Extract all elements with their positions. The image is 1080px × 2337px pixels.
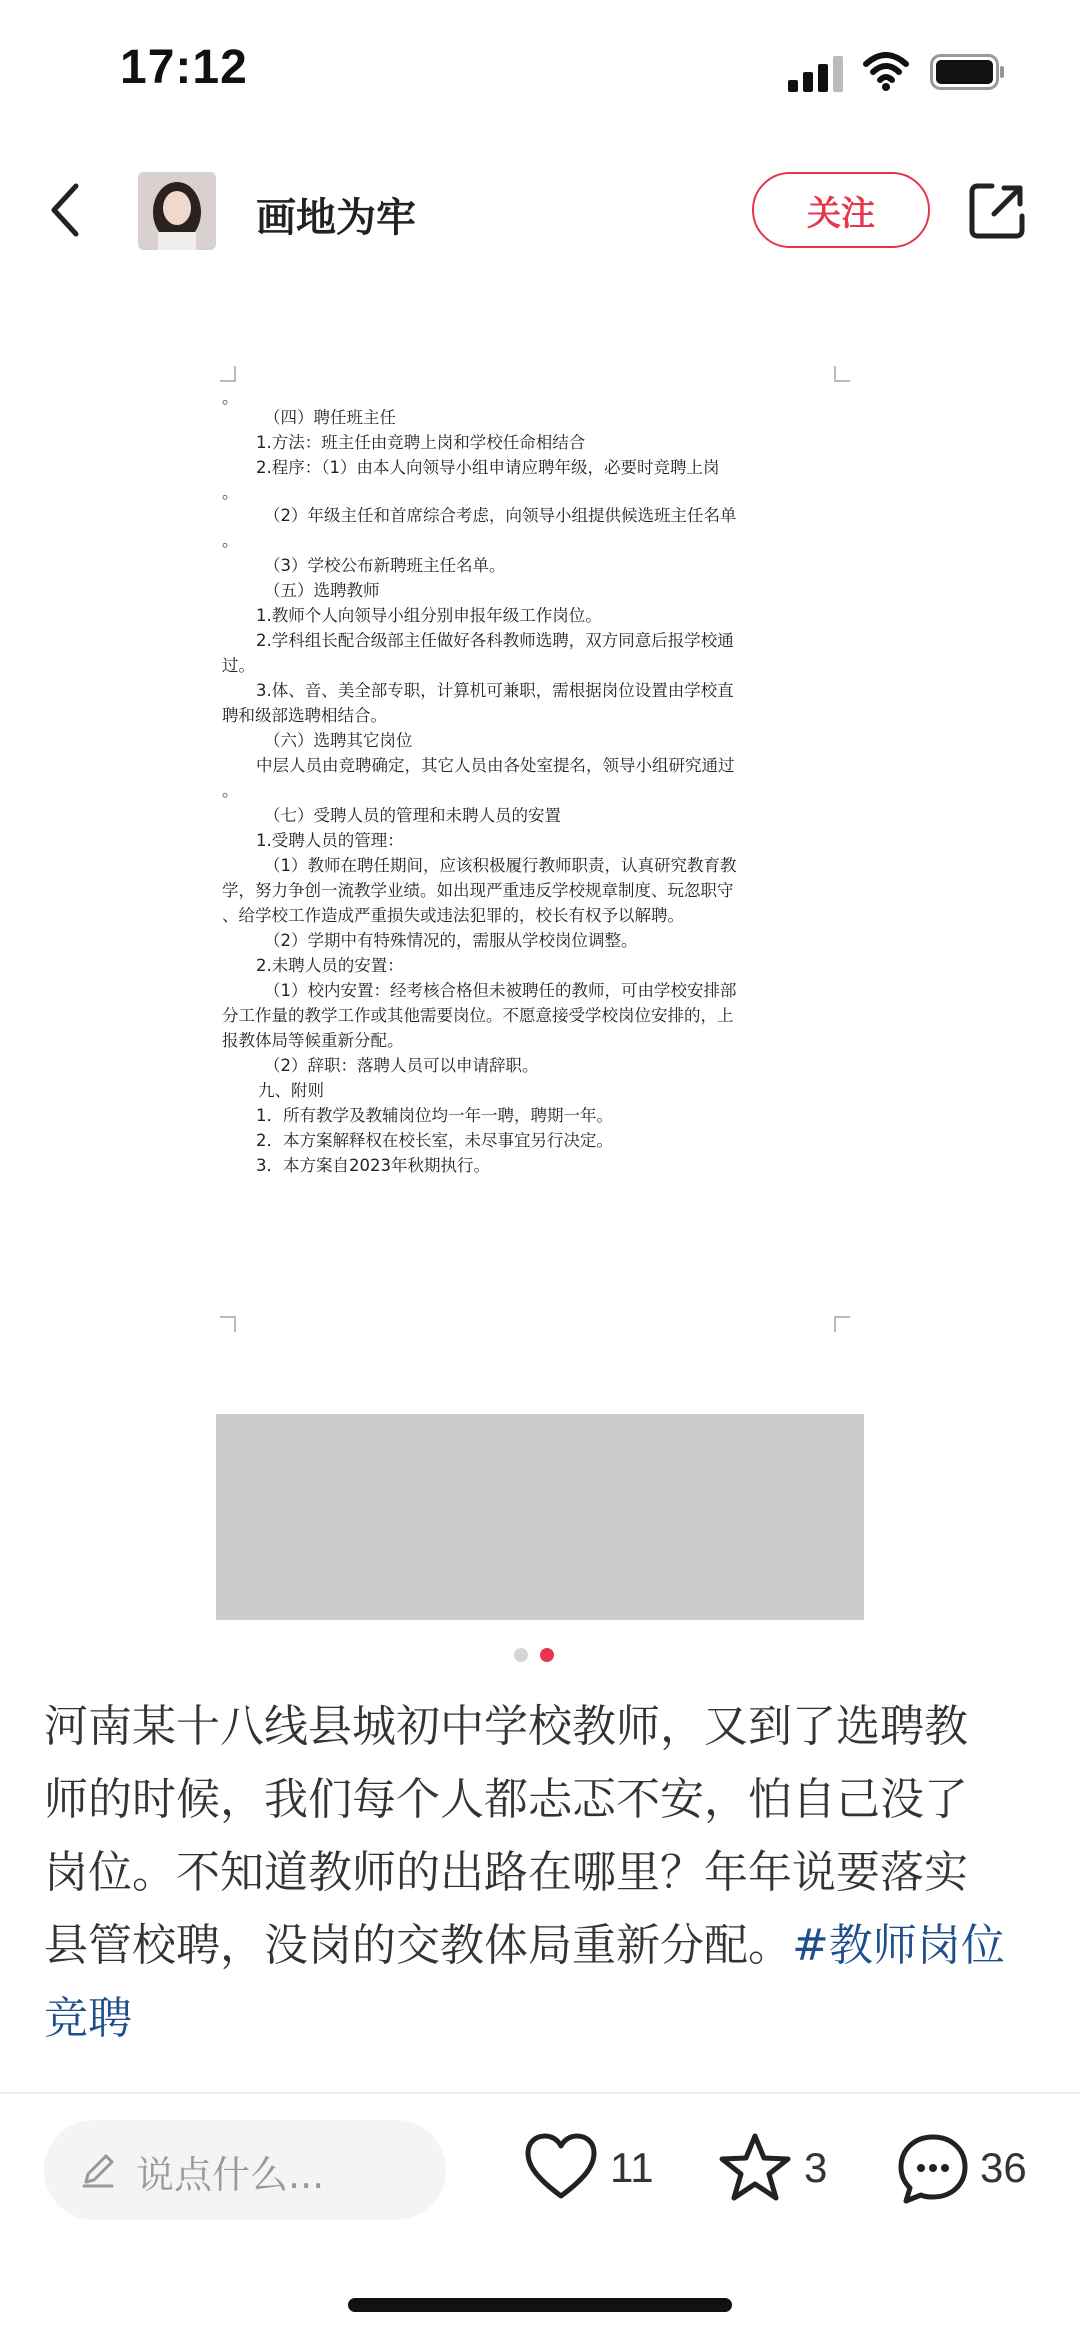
hashtag-link-cont[interactable]: 竞聘 xyxy=(44,1993,132,2044)
document-line: （四）聘任班主任 xyxy=(264,408,396,427)
document-line: （1）教师在聘任期间，应该积极履行教师职责，认真研究教育教 xyxy=(264,856,737,875)
image-pagination xyxy=(514,1648,574,1662)
crop-corner xyxy=(834,1316,850,1332)
collect-count: 3 xyxy=(804,2144,828,2191)
document-image[interactable] xyxy=(216,362,848,1336)
document-line: （2）学期中有特殊情况的，需服从学校岗位调整。 xyxy=(264,931,638,950)
document-line: （五）选聘教师 xyxy=(264,581,380,600)
crop-corner xyxy=(834,366,850,382)
document-line: 。 xyxy=(222,483,239,502)
document-line: 1.教师个人向领导小组分别申报年级工作岗位。 xyxy=(256,606,602,625)
document-line: 2．本方案解释权在校长室，未尽事宜另行决定。 xyxy=(256,1131,613,1150)
post-line xyxy=(44,1982,1044,2055)
document-line: 聘和级部选聘相结合。 xyxy=(222,706,387,725)
status-bar xyxy=(0,0,1080,140)
comment-bubble-icon xyxy=(896,2132,970,2206)
divider xyxy=(0,2092,1080,2094)
document-line: 过。 xyxy=(222,656,255,675)
star-icon xyxy=(718,2132,792,2204)
like-button[interactable] xyxy=(524,2126,654,2212)
page-dot-active xyxy=(540,1648,554,1662)
post-line xyxy=(44,1909,1044,1982)
document-line: （六）选聘其它岗位 xyxy=(264,731,413,750)
document-line: （1）校内安置：经考核合格但未被聘任的教师，可由学校安排部 xyxy=(264,981,737,1000)
share-icon[interactable] xyxy=(966,180,1028,242)
author-name[interactable]: 画地为牢 xyxy=(256,195,416,241)
post-line-text: 县管校聘，没岗的交教体局重新分配。 xyxy=(44,1920,792,1971)
post-line: 师的时候，我们每个人都忐忑不安，怕自己没了 xyxy=(44,1774,968,1825)
document-line: 3．本方案自2023年秋期执行。 xyxy=(256,1156,490,1175)
document-line: 分工作量的教学工作或其他需要岗位。不愿意接受学校岗位安排的，上 xyxy=(222,1006,734,1025)
battery-icon xyxy=(930,54,1006,90)
document-line: 中层人员由竞聘确定，其它人员由各处室提名，领导小组研究通过 xyxy=(256,756,735,775)
document-line: 、给学校工作造成严重损失或违法犯罪的，校长有权予以解聘。 xyxy=(222,906,684,925)
post-content xyxy=(44,1690,1044,2055)
image-placeholder xyxy=(216,1414,864,1620)
hashtag-link[interactable]: #教师岗位 xyxy=(792,1920,1005,1971)
like-count: 11 xyxy=(610,2144,654,2191)
document-line: 九、附则 xyxy=(258,1081,324,1100)
document-line: 1.受聘人员的管理： xyxy=(256,831,404,850)
follow-button[interactable]: 关注 xyxy=(752,172,930,248)
page-dot xyxy=(514,1648,528,1662)
signal-icon xyxy=(788,56,844,92)
document-line: 。 xyxy=(222,388,239,407)
document-line: （3）学校公布新聘班主任名单。 xyxy=(264,556,506,575)
comment-placeholder: 说点什么... xyxy=(136,2153,325,2197)
crop-corner xyxy=(220,1316,236,1332)
document-line: 学，努力争创一流教学业绩。如出现严重违反学校规章制度、玩忽职守 xyxy=(222,881,734,900)
heart-icon xyxy=(524,2132,598,2202)
document-line: （七）受聘人员的管理和未聘人员的安置 xyxy=(264,806,561,825)
document-line: （2）年级主任和首席综合考虑，向领导小组提供候选班主任名单 xyxy=(264,506,737,525)
comment-button[interactable] xyxy=(896,2126,1046,2212)
status-time: 17:12 xyxy=(120,41,248,94)
post-line: 岗位。不知道教师的出路在哪里？年年说要落实 xyxy=(44,1847,968,1898)
header xyxy=(0,160,1080,260)
document-line: 2.学科组长配合级部主任做好各科教师选聘，双方同意后报学校通 xyxy=(256,631,734,650)
post-line: 河南某十八线县城初中学校教师，又到了选聘教 xyxy=(44,1701,968,1752)
collect-button[interactable] xyxy=(718,2126,838,2212)
document-line: 报教体局等候重新分配。 xyxy=(222,1031,404,1050)
home-indicator xyxy=(348,2298,732,2312)
document-line: 2.未聘人员的安置： xyxy=(256,956,404,975)
document-line: 。 xyxy=(222,531,239,550)
comment-count: 36 xyxy=(980,2144,1027,2191)
comment-input[interactable] xyxy=(44,2120,446,2220)
document-line: （2）辞职：落聘人员可以申请辞职。 xyxy=(264,1056,539,1075)
document-line: 1．所有教学及教辅岗位均一年一聘，聘期一年。 xyxy=(256,1106,613,1125)
document-line: 1.方法：班主任由竞聘上岗和学校任命相结合 xyxy=(256,433,586,452)
avatar[interactable] xyxy=(138,172,216,250)
document-line: 3.体、音、美全部专职，计算机可兼职，需根据岗位设置由学校直 xyxy=(256,681,734,700)
document-line: 2.程序：（1）由本人向领导小组申请应聘年级，必要时竞聘上岗 xyxy=(256,458,720,477)
back-icon[interactable] xyxy=(44,180,94,240)
crop-corner xyxy=(220,366,236,382)
document-line: 。 xyxy=(222,781,239,800)
wifi-icon xyxy=(862,50,910,92)
pencil-icon xyxy=(78,2150,118,2190)
